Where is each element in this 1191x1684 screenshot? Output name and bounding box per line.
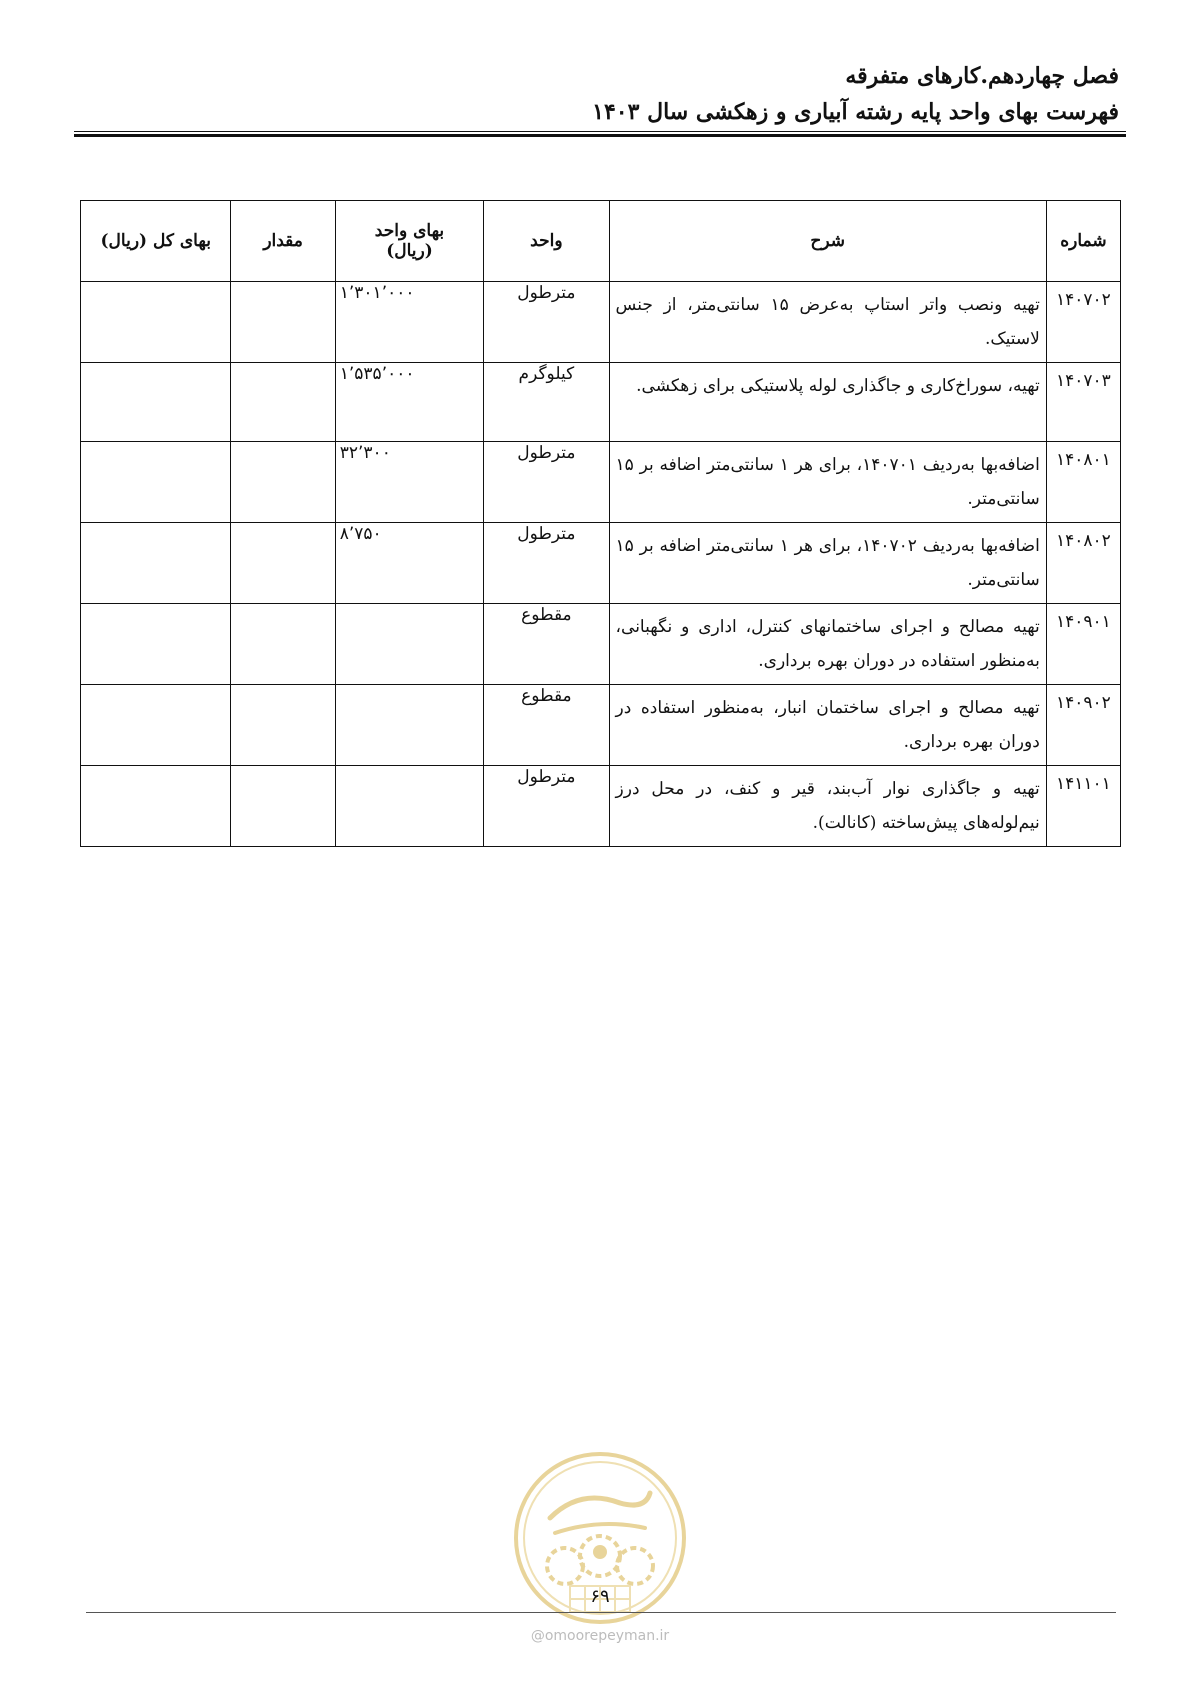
row-unit-price [335, 685, 483, 766]
header-unit-price-label: بهای واحد [374, 221, 445, 241]
header-quantity: مقدار [231, 201, 335, 282]
row-quantity [231, 685, 335, 766]
list-title: فهرست بهای واحد پایه رشته آبیاری و زهکشی سال ۱۴۰۳ [592, 99, 1119, 125]
row-total [81, 282, 231, 363]
table-row [81, 685, 1121, 766]
row-description: تهیه ونصب واتر استاپ به‌عرض ۱۵ سانتی‌متر، از جنس لاستیک. [609, 282, 1046, 363]
row-description: تهیه مصالح و اجرای ساختمانهای کنترل، اداری و نگهبانی، به‌منظور استفاده در دوران بهره برداری. [609, 604, 1046, 685]
row-number: ۱۴۰۹۰۱ [1046, 604, 1120, 685]
row-quantity [231, 363, 335, 442]
page-header [69, 58, 1119, 130]
table-row [81, 363, 1121, 442]
row-quantity [231, 766, 335, 847]
header-number: شماره [1046, 201, 1120, 282]
row-unit-price: ۱٬۵۳۵٬۰۰۰ [335, 363, 483, 442]
row-number: ۱۴۰۷۰۲ [1046, 282, 1120, 363]
row-total [81, 523, 231, 604]
header-unit-price-currency: (ریال) [386, 241, 433, 261]
row-unit: مترطول [484, 442, 609, 523]
header-total: بهای کل (ریال) [81, 201, 231, 282]
table-row [81, 442, 1121, 523]
row-number: ۱۴۰۷۰۳ [1046, 363, 1120, 442]
row-unit-price: ۸٬۷۵۰ [335, 523, 483, 604]
row-number: ۱۴۰۹۰۲ [1046, 685, 1120, 766]
row-total [81, 766, 231, 847]
table-row [81, 766, 1121, 847]
row-total [81, 363, 231, 442]
row-quantity [231, 523, 335, 604]
row-unit: مترطول [484, 282, 609, 363]
row-number: ۱۴۰۸۰۲ [1046, 523, 1120, 604]
table-row [81, 282, 1121, 363]
row-total [81, 604, 231, 685]
row-unit-price [335, 604, 483, 685]
row-unit: مترطول [484, 766, 609, 847]
row-unit-price: ۱٬۳۰۱٬۰۰۰ [335, 282, 483, 363]
page-number: ۶۹ [590, 1586, 610, 1607]
row-unit: کیلوگرم [484, 363, 609, 442]
header-divider [74, 131, 1126, 137]
row-unit-price: ۳۲٬۳۰۰ [335, 442, 483, 523]
row-total [81, 685, 231, 766]
row-unit-price [335, 766, 483, 847]
row-total [81, 442, 231, 523]
row-number: ۱۴۰۸۰۱ [1046, 442, 1120, 523]
row-description: تهیه و جاگذاری نوار آب‌بند، قیر و کنف، در محل درز نیم‌لوله‌های پیش‌ساخته (کانالت). [609, 766, 1046, 847]
row-description: تهیه مصالح و اجرای ساختمان انبار، به‌منظور استفاده در دوران بهره برداری. [609, 685, 1046, 766]
chapter-title: فصل چهاردهم.کارهای متفرقه [845, 63, 1119, 89]
header-unit: واحد [484, 201, 609, 282]
table-header-row [81, 201, 1121, 282]
table-row [81, 604, 1121, 685]
header-unit-price [335, 201, 483, 282]
row-unit: مترطول [484, 523, 609, 604]
row-quantity [231, 282, 335, 363]
row-number: ۱۴۱۱۰۱ [1046, 766, 1120, 847]
row-quantity [231, 604, 335, 685]
price-table [80, 200, 1121, 847]
table-row [81, 523, 1121, 604]
row-unit: مقطوع [484, 685, 609, 766]
row-description: تهیه، سوراخ‌کاری و جاگذاری لوله پلاستیکی برای زهکشی. [609, 363, 1046, 442]
row-unit: مقطوع [484, 604, 609, 685]
row-quantity [231, 442, 335, 523]
footer-divider [86, 1612, 1116, 1613]
row-description: اضافه‌بها به‌ردیف ۱۴۰۷۰۲، برای هر ۱ سانتی‌متر اضافه بر ۱۵ سانتی‌متر. [609, 523, 1046, 604]
row-description: اضافه‌بها به‌ردیف ۱۴۰۷۰۱، برای هر ۱ سانتی‌متر اضافه بر ۱۵ سانتی‌متر. [609, 442, 1046, 523]
website-watermark: @omoorepeyman.ir [530, 1628, 670, 1644]
header-description: شرح [609, 201, 1046, 282]
